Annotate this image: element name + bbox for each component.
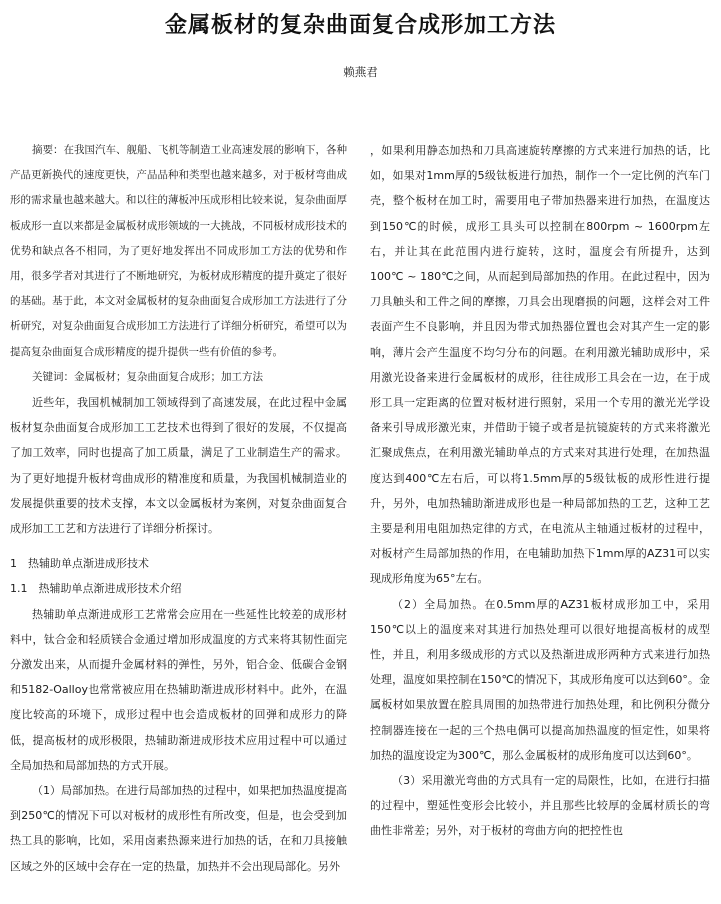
- right-column: [370, 138, 710, 844]
- abstract: [10, 138, 347, 365]
- keywords-text: 金属板材；复杂曲面复合成形；加工方法: [74, 370, 263, 383]
- intro-paragraph: 近些年，我国机械制加工领域得到了高速发展，在此过程中金属板材复杂曲面复合成形加工工艺技术也得到了很好的发展，不仅提高了加工效率，同时也提高了加工质量，满足了工业制造生产的需求。为了更好地提升板材弯曲成形的精准度和质量，为我国机械制造业的发展提供重要的技术支撑，本文以金属板材为案例，对复杂曲面复合成形加工工艺和方法进行了详细分析探讨。: [10, 396, 347, 536]
- paper-title: 金属板材的复杂曲面复合成形加工方法: [164, 13, 556, 38]
- body-paragraph-laser: （3）采用激光弯曲的方式具有一定的局限性，比如，在进行扫描的过程中，塑延性变形会比较小，并且那些比较厚的金属材质长的弯曲性非常差；另外，对于板材的弯曲方向的把控性也: [370, 774, 710, 838]
- keywords: [10, 365, 347, 390]
- left-column: [10, 138, 347, 879]
- body-paragraph-local-heating-continued: ，如果利用静态加热和刀具高速旋转摩擦的方式来进行加热的话，比如，如果对1mm厚的5级钛板进行加热，制作一个一定比例的汽车门壳，整个板材在加工时，需要用电子带加热器来进行加热，在温度达到150℃的时候，成形工具头可以控制在800rpm ~ 1600rpm左右，并让其在此范围内进行旋转，这时，温度会有所提升，达到100℃ ~ 180℃之间，从而起到局部加热的作用。在此过程中，因为刀具触头和工件之间的摩擦，刀具会出现磨损的问题，这样会对工件表面产生不良影响，并且因为带式加热器位置也会对其产生一定的影响，薄片会产生温度不均匀分布的问题。在利用激光辅助成形中，采用激光设备来进行金属板材的成形，往往成形工具会在一边，在于成形工具一定距离的位置对板材进行照射，采用一个专用的激光光学设备来引导成形激光束，并借助于镜子或者是抗镜旋转的方式来将激光汇聚成焦点，在利用激光辅助单点的方式来对其进行处理，在加热温度达到400℃左右后，可以将1.5mm厚的5级钛板的成形性进行提升，另外，电加热辅助渐进成形也是一种局部加热的工艺，这种工艺主要是利用电阻加热定律的方式，在电流从主轴通过板材的过程中，对板材产生局部加热的作用，在电辅助加热下1mm厚的AZ31可以实现成形角度为65°左右。: [370, 144, 710, 586]
- body-paragraph-local-heating: （1）局部加热。在进行局部加热的过程中，如果把加热温度提高到250℃的情况下可以对板材的成形性有所改变，但是，也会受到加热工具的影响，比如，采用卤素热源来进行加热的话，在和刀具接触区域之外的区域中会存在一定的热量，加热并不会出现局部化。另外: [10, 784, 347, 873]
- abstract-label: 摘要：: [32, 144, 64, 156]
- body-paragraph: 热辅助单点渐进成形工艺常常会应用在一些延性比较差的成形材料中，钛合金和轻质镁合金通过增加形成温度的方式来将其韧性面完分激发出来，从而提升金属材料的弹性，另外，铝合金、低碳合金钢和5182-Oalloy也常常被应用在热辅助渐进成形材料中。此外，在温度比较高的环境下，成形过程中也会造成板材的回弹和成形力的降低，提高板材的成形极限，热辅助渐进成形技术应用过程中可以通过全局加热和局部加热的方式开展。: [10, 607, 347, 772]
- author-name: 赖燕君: [343, 65, 378, 79]
- abstract-text: 在我国汽车、舰船、飞机等制造工业高速发展的影响下，各种产品更新换代的速度更快，产品品种和类型也越来越多，对于板材弯曲成形的需求量也越来越大。和以往的薄板冲压成形相比较来说，复杂曲面厚板成形一直以来都是金属板材成形领域的一大挑战，不同板材成形技术的优势和缺点各不相同，为了更好地发挥出不同成形加工方法的优势和作用，很多学者对其进行了不断地研究，为板材成形精度的提升奠定了很好的基础。基于此，本文对金属板材的复杂曲面复合成形加工方法进行了分析研究，对复杂曲面复合成形加工方法进行了详细分析研究，希望可以为提高复杂曲面复合成形精度的提升提供一些有价值的参考。: [10, 144, 347, 358]
- section-heading-1: 1 热辅助单点渐进成形技术: [10, 557, 149, 571]
- keywords-label: 关键词：: [32, 370, 74, 383]
- body-paragraph-global-heating: （2）全局加热。在0.5mm厚的AZ31板材成形加工中，采用150℃以上的温度来对其进行加热处理可以很好地提高板材的成型性，并且，利用多级成形的方式以及热渐进成形两种方式来进行加热处理，温度如果控制在150℃的情况下，其成形角度可以达到60°。金属板材如果放置在腔具周围的加热带进行加热处理，和比例积分微分控制器连接在一起的三个热电偶可以提高加热温度的恒定性，如果将加热的温度设定为300℃，那么金属板材的成形角度可以达到60°。: [370, 597, 710, 762]
- section-heading-1-1: 1.1 热辅助单点渐进成形技术介绍: [10, 582, 182, 596]
